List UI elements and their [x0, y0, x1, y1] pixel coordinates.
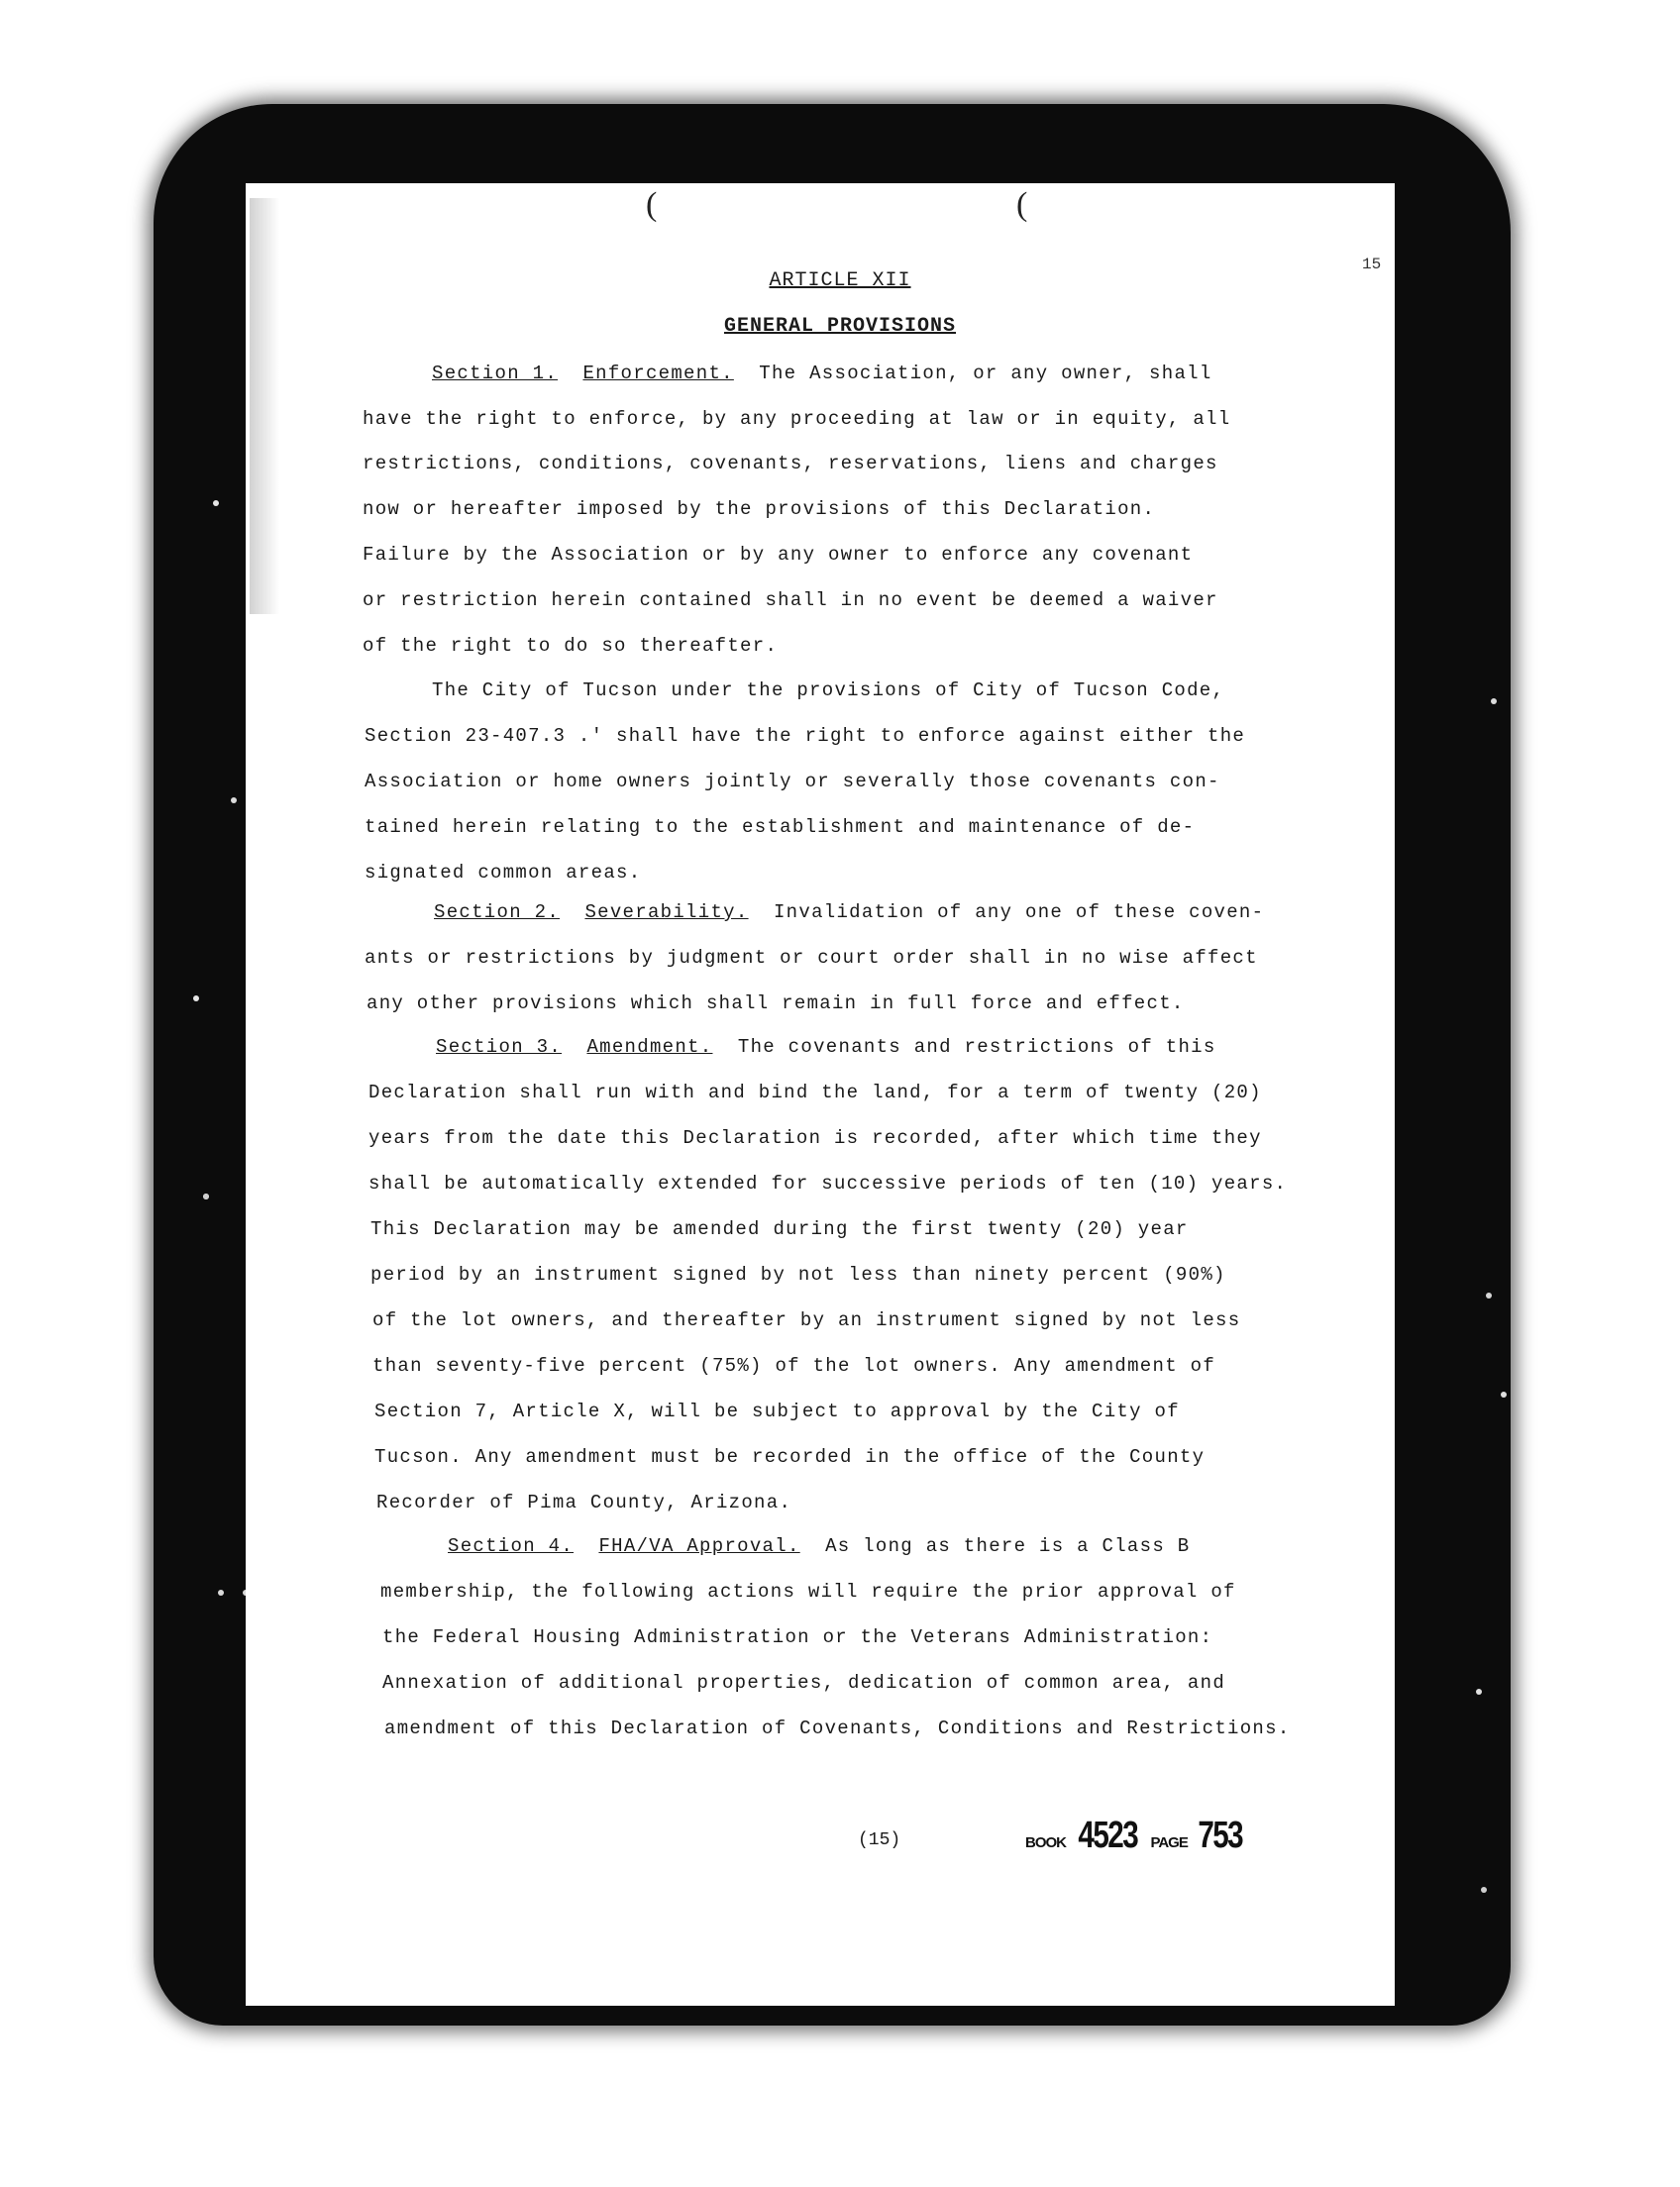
- section-1-para2-line: The City of Tucson under the provisions of City of Tucson Code,: [432, 679, 1225, 701]
- section-3-line: of the lot owners, and thereafter by an instrument signed by not less: [372, 1309, 1241, 1331]
- section-4-line: amendment of this Declaration of Covenants, Conditions and Restrictions.: [384, 1718, 1291, 1739]
- section-4-label: Section 4.: [448, 1535, 575, 1557]
- article-number-text: ARTICLE XII: [769, 269, 911, 292]
- section-3-line: period by an instrument signed by not less than ninety percent (90%): [370, 1264, 1226, 1286]
- section-1-line: or restriction herein contained shall in no event be deemed a waiver: [363, 589, 1218, 611]
- section-3-line: This Declaration may be amended during the first twenty (20) year: [370, 1218, 1189, 1240]
- section-2-heading: Severability.: [584, 901, 749, 923]
- section-1-line: Failure by the Association or by any owner to enforce any covenant: [363, 544, 1194, 566]
- book-label: BOOK: [1025, 1834, 1066, 1851]
- book-number: 4523: [1078, 1815, 1138, 1856]
- section-3-line: years from the date this Declaration is recorded, after which time they: [368, 1127, 1262, 1149]
- section-4-text: As long as there is a Class B: [825, 1535, 1191, 1557]
- section-4-line: the Federal Housing Administration or the Veterans Administration:: [382, 1626, 1213, 1648]
- section-1-line: restrictions, conditions, covenants, reservations, liens and charges: [363, 453, 1218, 474]
- section-2-line: any other provisions which shall remain in full force and effect.: [367, 992, 1185, 1014]
- article-number: [0, 269, 1680, 292]
- section-3-first-line: [436, 1036, 1216, 1058]
- section-4-line: Annexation of additional properties, dedication of common area, and: [382, 1672, 1226, 1694]
- punch-mark-right: (: [1016, 186, 1028, 223]
- section-3-line: Section 7, Article X, will be subject to approval by the City of: [374, 1401, 1180, 1422]
- page-value: 753: [1198, 1815, 1243, 1856]
- section-3-line: Recorder of Pima County, Arizona.: [376, 1492, 792, 1513]
- section-3-line: than seventy-five percent (75%) of the lot owners. Any amendment of: [372, 1355, 1216, 1377]
- section-3-line: Declaration shall run with and bind the land, for a term of twenty (20): [368, 1082, 1262, 1103]
- section-4-heading: FHA/VA Approval.: [598, 1535, 800, 1557]
- section-1-label: Section 1.: [432, 363, 559, 384]
- corner-page-mark: 15: [1362, 256, 1382, 273]
- section-1-para2-line: Association or home owners jointly or severally those covenants con-: [365, 771, 1220, 792]
- section-3-text: The covenants and restrictions of this: [737, 1036, 1216, 1058]
- section-3-heading: Amendment.: [586, 1036, 713, 1058]
- section-2-text: Invalidation of any one of these coven-: [773, 901, 1265, 923]
- section-4-first-line: [448, 1535, 1190, 1557]
- section-1-heading: Enforcement.: [582, 363, 734, 384]
- section-1-para2-line: tained herein relating to the establishment and maintenance of de-: [365, 816, 1196, 838]
- section-1-line: now or hereafter imposed by the provisions of this Declaration.: [363, 498, 1156, 520]
- article-title: [0, 315, 1680, 338]
- section-3-label: Section 3.: [436, 1036, 563, 1058]
- section-1-line: have the right to enforce, by any proceeding at law or in equity, all: [363, 408, 1231, 430]
- section-1-line: of the right to do so thereafter.: [363, 635, 779, 657]
- section-4-line: membership, the following actions will require the prior approval of: [380, 1581, 1236, 1603]
- section-1-para2-line: Section 23-407.3 .' shall have the right to enforce against either the: [365, 725, 1246, 747]
- page-label: PAGE: [1150, 1834, 1188, 1851]
- section-1-text: The Association, or any owner, shall: [759, 363, 1212, 384]
- punch-mark-left: (: [646, 186, 658, 223]
- scan-shadow: [250, 198, 279, 614]
- book-page-stamp: [1025, 1815, 1249, 1857]
- section-1-para2-line: signated common areas.: [365, 862, 642, 884]
- section-1-first-line: [432, 363, 1212, 384]
- section-2-label: Section 2.: [434, 901, 561, 923]
- section-2-first-line: [434, 901, 1264, 923]
- section-3-line: shall be automatically extended for successive periods of ten (10) years.: [368, 1173, 1288, 1195]
- section-3-line: Tucson. Any amendment must be recorded in the office of the County: [374, 1446, 1206, 1468]
- article-title-text: GENERAL PROVISIONS: [723, 315, 957, 338]
- section-2-line: ants or restrictions by judgment or court order shall in no wise affect: [365, 947, 1258, 969]
- page-number: (15): [858, 1830, 901, 1850]
